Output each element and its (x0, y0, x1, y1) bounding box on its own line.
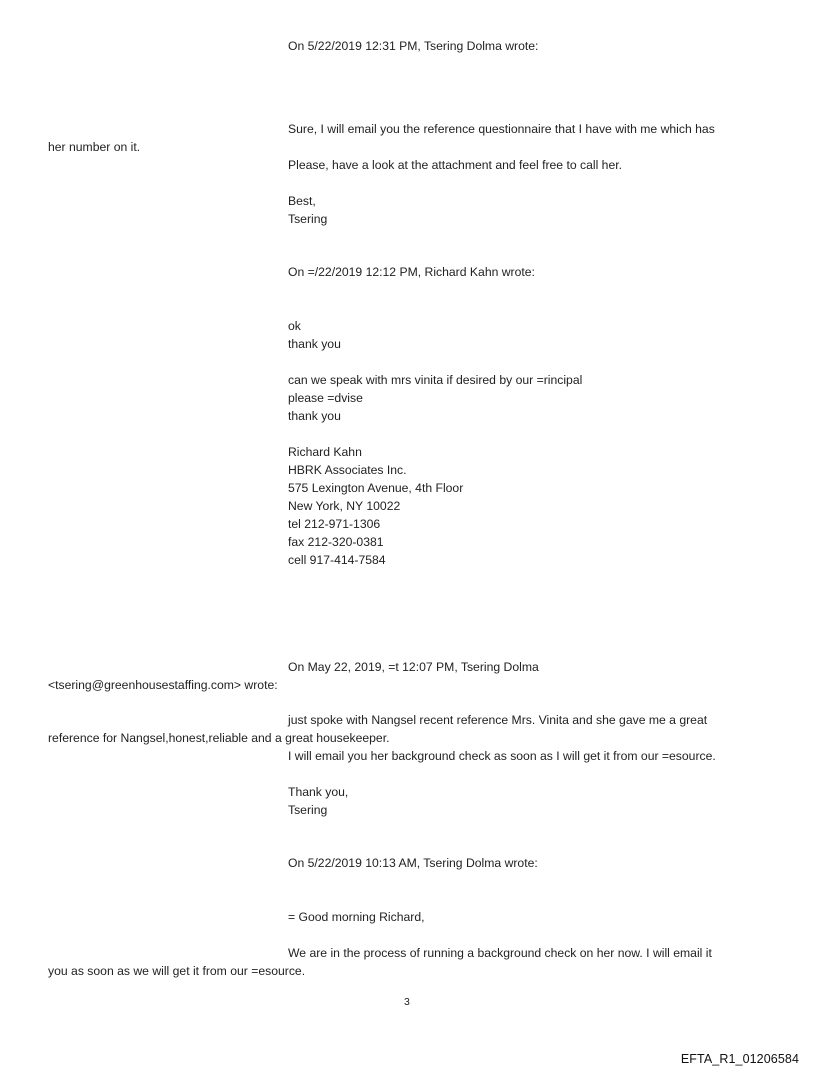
signature-name: Richard Kahn (288, 445, 362, 459)
signature-address-1: 575 Lexington Avenue, 4th Floor (288, 481, 464, 495)
message-2-line-2: thank you (288, 337, 341, 351)
message-1-line-2: Please, have a look at the attachment and feel free to call her. (288, 158, 623, 172)
message-2-line-5: thank you (288, 409, 341, 423)
message-3-line-1-cont: reference for Nangsel,honest,reliable and a great housekeeper. (48, 731, 390, 745)
page-number: 3 (404, 996, 410, 1008)
email-header-1: On 5/22/2019 12:31 PM, Tsering Dolma wrote: (288, 39, 539, 53)
message-3-line-1: just spoke with Nangsel recent reference Mrs. Vinita and she gave me a great (288, 713, 708, 727)
message-4-greeting: = Good morning Richard, (288, 910, 425, 924)
message-1-line-1: Sure, I will email you the reference questionnaire that I have with me which has (288, 122, 715, 136)
message-4-line-1-cont: you as soon as we will get it from our =esource. (48, 964, 306, 978)
message-4-line-1: We are in the process of running a background check on her now. I will email it (288, 946, 712, 960)
signature-tel: tel 212-971-1306 (288, 517, 381, 531)
message-2-line-4: please =dvise (288, 391, 363, 405)
signature-company: HBRK Associates Inc. (288, 463, 407, 477)
email-header-3: On May 22, 2019, =t 12:07 PM, Tsering Dolma (288, 660, 539, 674)
message-2-line-3: can we speak with mrs vinita if desired by our =rincipal (288, 373, 583, 387)
signature-cell: cell 917-414-7584 (288, 553, 386, 567)
signature-address-2: New York, NY 10022 (288, 499, 401, 513)
message-3-name: Tsering (288, 803, 328, 817)
email-header-4: On 5/22/2019 10:13 AM, Tsering Dolma wrote: (288, 856, 538, 870)
signature-fax: fax 212-320-0381 (288, 535, 384, 549)
message-2-line-1: ok (288, 319, 301, 333)
email-header-2: On =/22/2019 12:12 PM, Richard Kahn wrote: (288, 265, 535, 279)
email-header-3-cont: <tsering@greenhousestaffing.com> wrote: (48, 678, 278, 692)
message-3-line-2: I will email you her background check as soon as I will get it from our =esource. (288, 749, 716, 763)
message-1-name: Tsering (288, 212, 328, 226)
message-1-line-1-cont: her number on it. (48, 140, 141, 154)
bates-stamp: EFTA_R1_01206584 (680, 1052, 799, 1066)
message-1-signoff: Best, (288, 194, 316, 208)
message-3-signoff: Thank you, (288, 785, 349, 799)
